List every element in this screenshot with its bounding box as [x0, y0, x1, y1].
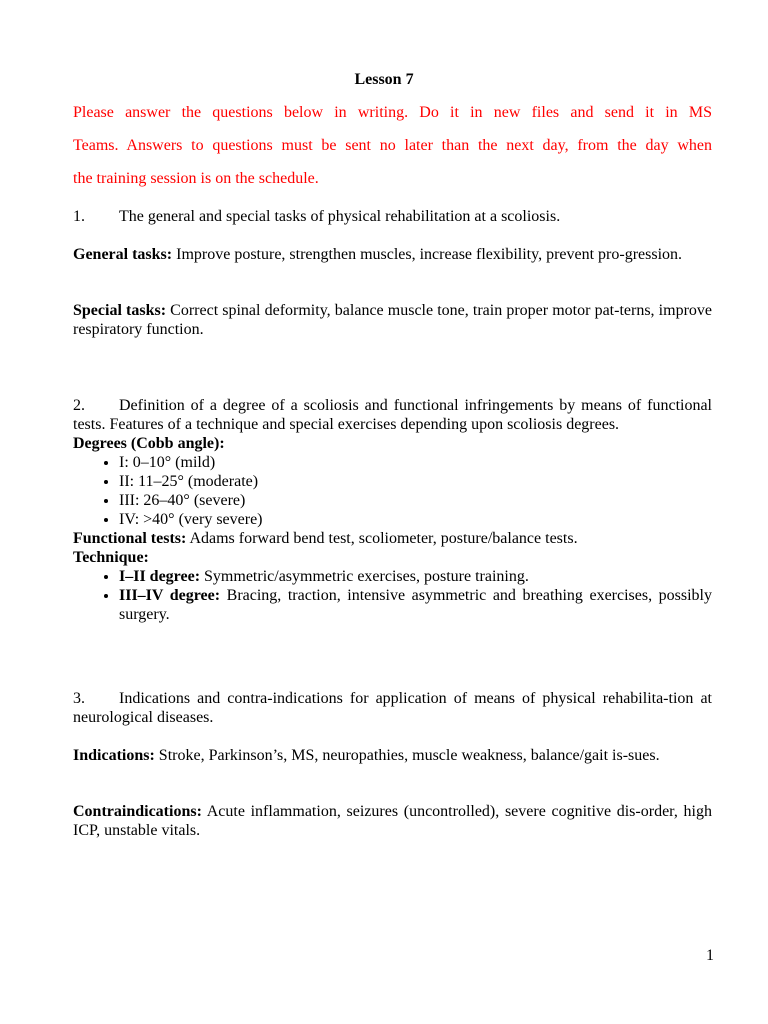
question-number: 3.: [73, 690, 85, 707]
instructions-line: Teams. Answers to questions must be sent no later than the next day, from the day when: [73, 137, 712, 154]
question-number: 1.: [73, 208, 85, 225]
general-tasks-text: Improve posture, strengthen muscles, increase flexibility, prevent pro-gression.: [172, 246, 683, 263]
question-2: [73, 396, 712, 624]
technique-label: III–IV degree:: [119, 587, 221, 604]
instructions-line: the training session is on the schedule.: [73, 170, 319, 187]
technique-label: I–II degree:: [119, 568, 201, 585]
indications: [73, 746, 712, 765]
question-text: Indications and contra-indications for application of means of physical rehabilita-tion at neurological diseases.: [73, 690, 712, 726]
contraindications-label: Contraindications:: [73, 803, 202, 820]
degrees-list: [73, 453, 712, 529]
general-tasks: [73, 245, 712, 264]
indications-label: Indications:: [73, 747, 155, 764]
technique-text: Symmetric/asymmetric exercises, posture training.: [200, 568, 529, 585]
indications-text: Stroke, Parkinson’s, MS, neuropathies, muscle weakness, balance/gait is-sues.: [154, 747, 660, 764]
list-item: • II: 11–25° (moderate): [119, 472, 712, 491]
question-number: 2.: [73, 397, 85, 414]
special-tasks-label: Special tasks:: [73, 302, 167, 319]
technique-text: Bracing, traction, intensive asymmetric and breathing exercises, possibly surgery.: [119, 587, 712, 623]
technique-heading: Technique:: [73, 549, 149, 566]
list-item: • I: 0–10° (mild): [119, 453, 712, 472]
instructions-line: Please answer the questions below in writing. Do it in new files and send it in MS: [73, 104, 712, 121]
question-1: [73, 207, 712, 226]
question-text: Definition of a degree of a scoliosis and functional infringements by means of functional tests. Features of a technique and special exercises depending upon scoliosis degrees.: [73, 397, 712, 433]
list-item: [119, 567, 712, 586]
degrees-heading: Degrees (Cobb angle):: [73, 435, 225, 452]
instructions: [73, 103, 712, 202]
special-tasks: [73, 301, 712, 339]
page-title: Lesson 7: [354, 71, 414, 88]
question-text: The general and special tasks of physical rehabilitation at a scoliosis.: [119, 208, 561, 225]
list-item: [119, 586, 712, 624]
functional-tests-text: Adams forward bend test, scoliometer, posture/balance tests.: [186, 530, 578, 547]
list-item: • IV: >40° (very severe): [119, 510, 712, 529]
general-tasks-label: General tasks:: [73, 246, 173, 263]
list-item: • III: 26–40° (severe): [119, 491, 712, 510]
functional-tests-label: Functional tests:: [73, 530, 187, 547]
functional-tests: [73, 529, 712, 548]
technique-list: [73, 567, 712, 624]
question-3: [73, 689, 712, 727]
special-tasks-text: Correct spinal deformity, balance muscle tone, train proper motor pat-terns, improve respiratory function.: [73, 302, 712, 338]
contraindications-text: Acute inflammation, seizures (uncontrolled), severe cognitive dis-order, high ICP, unstable vitals.: [73, 803, 712, 839]
contraindications: [73, 802, 712, 840]
question-text-block: [73, 396, 712, 434]
page-number: 1: [706, 947, 714, 964]
